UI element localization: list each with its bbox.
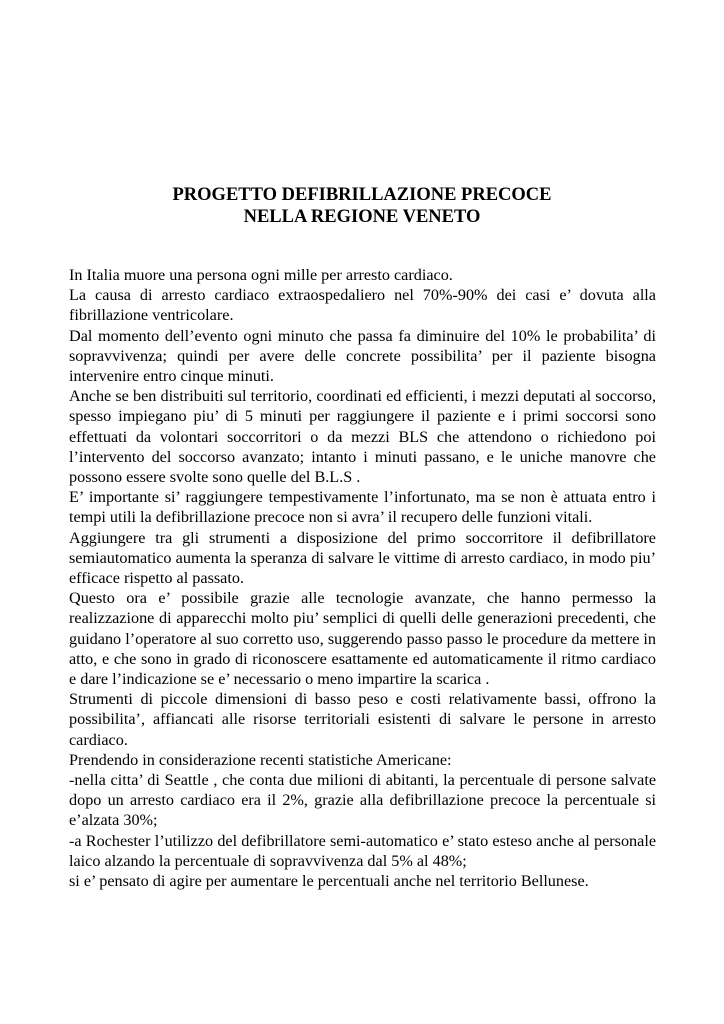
paragraph: Questo ora e’ possibile grazie alle tecnologie avanzate, che hanno permesso la realizzazione di apparecchi molto piu’ semplici di quelli delle generazioni precedenti, che guidano l’operatore al suo corretto uso, suggerendo passo passo le procedure da mettere in atto, e che sono in grado di riconoscere esattamente ed automaticamente il ritmo cardiaco e dare l’indicazione se e’ necessario o meno impartire la scarica . (69, 589, 656, 689)
paragraph: Aggiungere tra gli strumenti a disposizione del primo soccorritore il defibrillatore semiautomatico aumenta la speranza di salvare le vittime di arresto cardiaco, in modo piu’ efficace rispetto al passato. (69, 528, 656, 588)
paragraph: In Italia muore una persona ogni mille per arresto cardiaco. (69, 266, 453, 284)
document-title (0, 184, 724, 228)
paragraph: si e’ pensato di agire per aumentare le percentuali anche nel territorio Bellunese. (69, 872, 589, 891)
paragraph: Strumenti di piccole dimensioni di basso peso e costi relativamente bassi, offrono la possibilita’, affiancati alle risorse territoriali esistenti di salvare le persone in arresto cardiaco. (69, 690, 656, 749)
paragraph: Anche se ben distribuiti sul territorio, coordinati ed efficienti, i mezzi deputati al soccorso, spesso impiegano piu’ di 5 minuti per raggiungere il paziente e i primi soccorsi sono effettuati da volontari soccorritori o da mezzi BLS che attendono o richiedono poi l’intervento del soccorso avanzato; intanto i minuti passano, e le uniche manovre che possono essere svolte sono quelle del B.L.S . (69, 387, 656, 487)
paragraph: -a Rochester l’utilizzo del defibrillatore semi-automatico e’ stato esteso anche al personale laico alzando la percentuale di sopravvivenza dal 5% al 48%; (69, 831, 656, 870)
paragraph: Dal momento dell’evento ogni minuto che passa fa diminuire del 10% le probabilita’ di sopravvivenza; quindi per avere delle concrete possibilita’ per il paziente bisogna intervenire entro cinque minuti. (69, 326, 656, 386)
paragraph: Prendendo in considerazione recenti statistiche Americane: (69, 750, 452, 769)
paragraph: -nella citta’ di Seattle , che conta due milioni di abitanti, la percentuale di persone salvate dopo un arresto cardiaco era il 2%, grazie alla defibrillazione precoce la percentuale si e’alzata 30%; (69, 771, 656, 830)
paragraph: La causa di arresto cardiaco extraospedaliero nel 70%-90% dei casi e’ dovuta alla fibrillazione ventricolare. (69, 286, 656, 325)
title-line-1: PROGETTO DEFIBRILLAZIONE PRECOCE (172, 185, 552, 205)
paragraph: E’ importante si’ raggiungere tempestivamente l’infortunato, ma se non è attuata entro i tempi utili la defibrillazione precoce non si avra’ il recupero delle funzioni vitali. (69, 488, 656, 527)
document-body (69, 265, 656, 891)
title-line-2: NELLA REGIONE VENETO (243, 207, 481, 227)
